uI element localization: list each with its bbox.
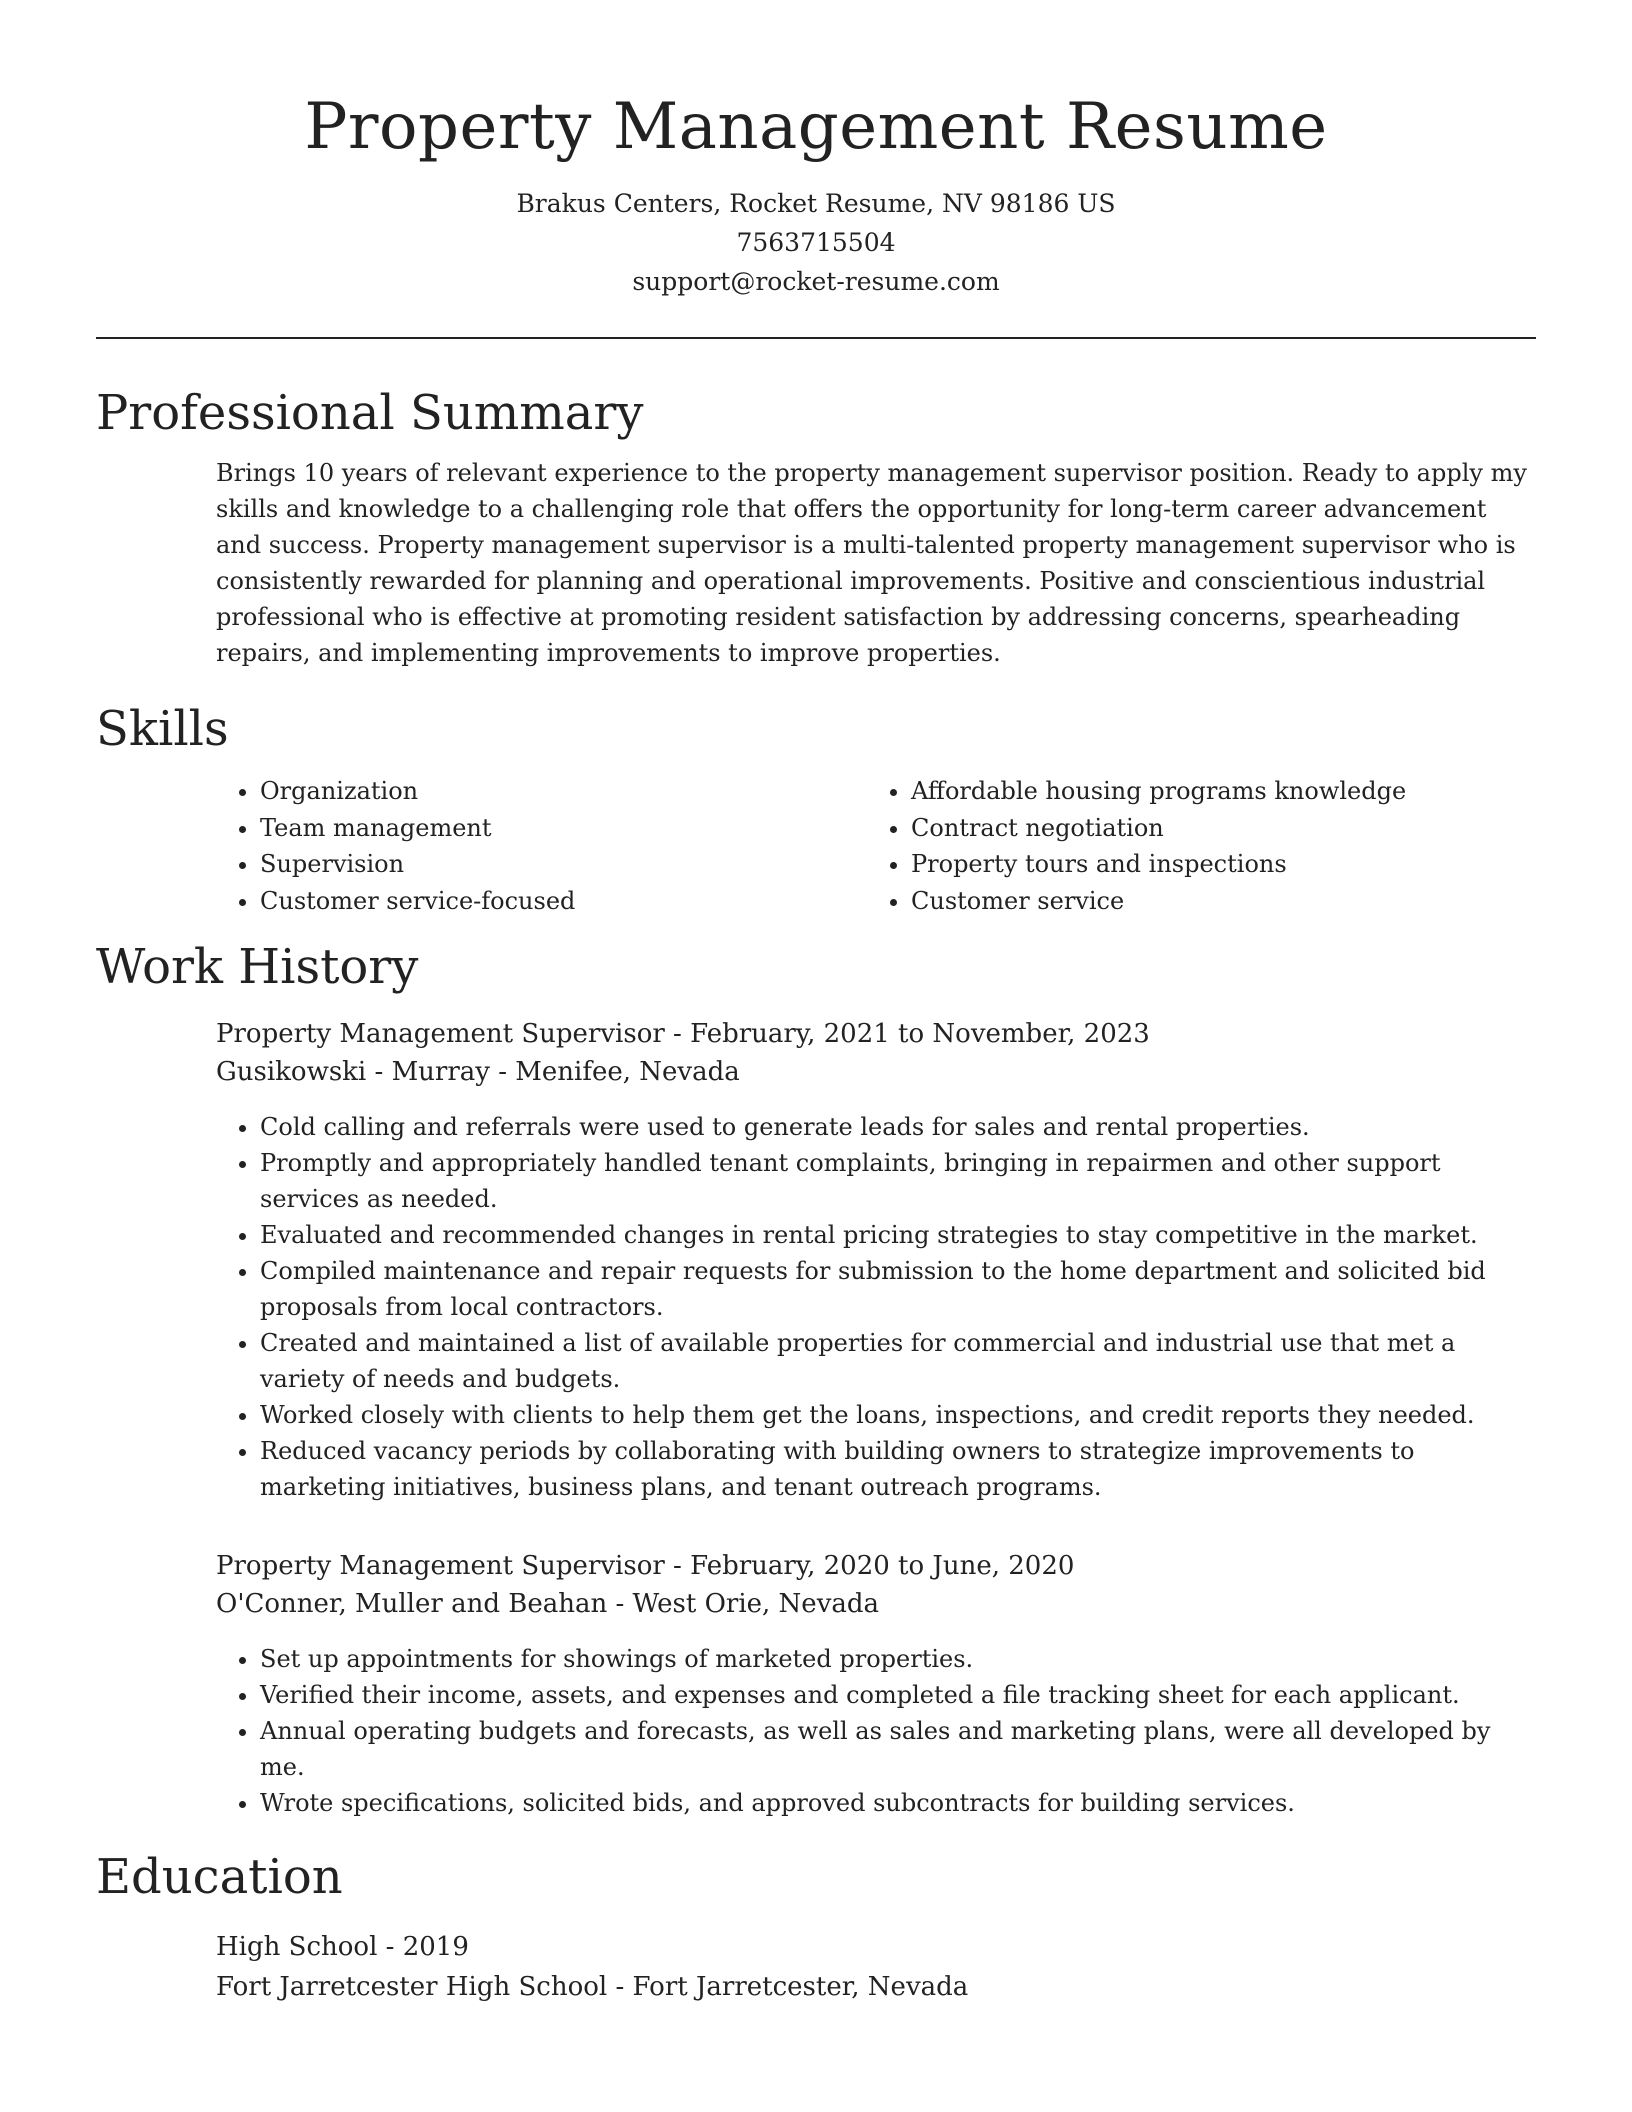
work-history-heading: Work History [96, 939, 419, 995]
resume-title: Property Management Resume [304, 90, 1328, 164]
job-dates: - February, 2020 to June, 2020 [664, 1551, 1075, 1581]
email: support@rocket-resume.com [632, 267, 1000, 296]
phone: 7563715504 [736, 228, 896, 257]
education-degree: High School [216, 1932, 378, 1962]
skill-item: • Customer service [911, 883, 1518, 920]
skill-item: • Organization [260, 773, 867, 810]
job-duty: • Set up appointments for showings of marketed properties. [260, 1641, 1536, 1677]
job-entry [216, 1547, 1536, 1821]
header-divider [96, 337, 1536, 339]
skill-item: • Team management [260, 810, 867, 847]
education-heading: Education [96, 1849, 343, 1905]
job-duty: • Evaluated and recommended changes in rental pricing strategies to stay competitive in the market. [260, 1217, 1536, 1253]
skills-list [216, 773, 1536, 919]
skill-item: • Contract negotiation [911, 810, 1518, 847]
job-title-line [216, 1547, 1536, 1585]
job-title-line [216, 1015, 1536, 1053]
skills-heading: Skills [96, 701, 229, 757]
skill-item: • Supervision [260, 846, 867, 883]
resume-header [96, 0, 1536, 301]
skill-item: • Property tours and inspections [911, 846, 1518, 883]
job-dates: - February, 2021 to November, 2023 [664, 1019, 1150, 1049]
summary-text: Brings 10 years of relevant experience to the property management supervisor position. Ready to apply my skills and knowledge to a challenging role that offers the opportunity for long-term career advancement and success. Property management supervisor is a multi-talented property management supervisor who is consistently rewarded for planning and operational improvements. Positive and conscientious industrial professional who is effective at promoting resident satisfaction by addressing concerns, spearheading repairs, and implementing improvements to improve properties. [216, 459, 1527, 667]
job-duty: • Created and maintained a list of available properties for commercial and industrial use that met a variety of needs and budgets. [260, 1325, 1536, 1397]
job-duty: • Reduced vacancy periods by collaborating with building owners to strategize improvements to marketing initiatives, business plans, and tenant outreach programs. [260, 1433, 1536, 1505]
education-entry [216, 1927, 1536, 2007]
job-title: Property Management Supervisor [216, 1019, 665, 1049]
job-duties [216, 1109, 1536, 1505]
job-entry [216, 1015, 1536, 1505]
education-degree-line [216, 1927, 1536, 1967]
summary-heading: Professional Summary [96, 385, 644, 441]
job-company: Gusikowski - Murray [216, 1057, 490, 1087]
job-location: - West Orie, Nevada [607, 1589, 880, 1619]
job-title: Property Management Supervisor [216, 1551, 665, 1581]
education-location: - Fort Jarretcester, Nevada [607, 1972, 969, 2002]
skill-item: • Affordable housing programs knowledge [911, 773, 1518, 810]
job-duty: • Wrote specifications, solicited bids, and approved subcontracts for building services. [260, 1785, 1536, 1821]
skill-item: • Customer service-focused [260, 883, 867, 920]
job-duty: • Worked closely with clients to help them get the loans, inspections, and credit reports they needed. [260, 1397, 1536, 1433]
job-duty: • Verified their income, assets, and expenses and completed a file tracking sheet for each applicant. [260, 1677, 1536, 1713]
education-school: Fort Jarretcester High School [216, 1972, 608, 2002]
job-duty: • Compiled maintenance and repair requests for submission to the home department and solicited bid proposals from local contractors. [260, 1253, 1536, 1325]
job-company-line [216, 1585, 1536, 1623]
job-duties [216, 1641, 1536, 1821]
skills-column-left [216, 773, 867, 919]
job-duty: • Promptly and appropriately handled tenant complaints, bringing in repairmen and other support services as needed. [260, 1145, 1536, 1217]
job-company: O'Conner, Muller and Beahan [216, 1589, 608, 1619]
education-school-line [216, 1967, 1536, 2007]
education-year: - 2019 [377, 1932, 469, 1962]
job-location: - Menifee, Nevada [489, 1057, 740, 1087]
skills-column-right [867, 773, 1518, 919]
contact-info [96, 184, 1536, 301]
job-duty: • Annual operating budgets and forecasts, as well as sales and marketing plans, were all developed by me. [260, 1713, 1536, 1785]
job-company-line [216, 1053, 1536, 1091]
job-duty: • Cold calling and referrals were used to generate leads for sales and rental properties. [260, 1109, 1536, 1145]
address: Brakus Centers, Rocket Resume, NV 98186 US [516, 189, 1116, 218]
